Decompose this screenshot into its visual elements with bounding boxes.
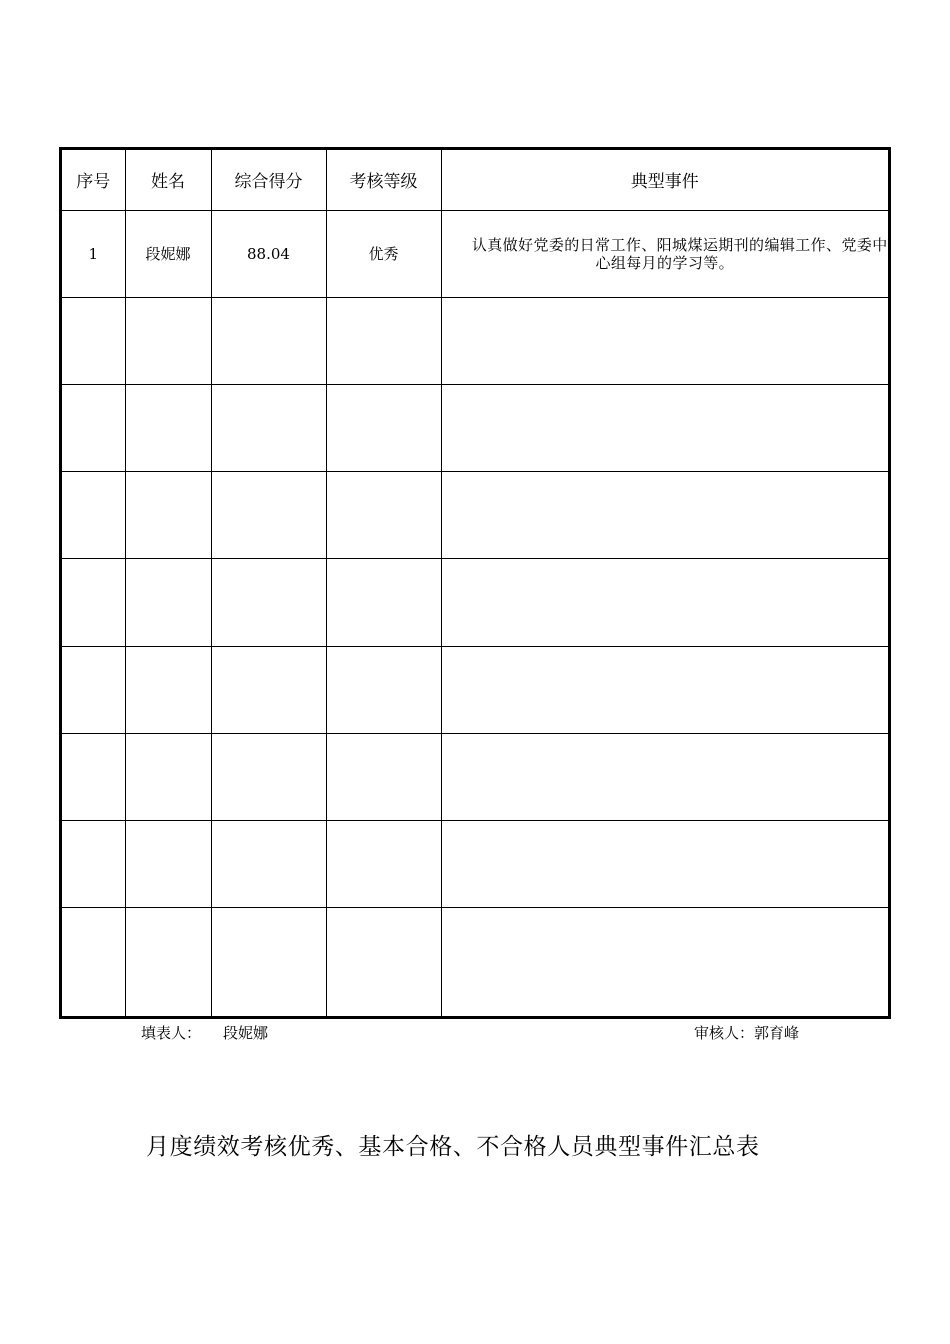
cell-event	[441, 820, 888, 907]
cell-name	[125, 472, 211, 559]
header-index: 序号	[62, 150, 125, 210]
event-text: 认真做好党委的日常工作、阳城煤运期刊的编辑工作、党委中心组每月的学习等。	[471, 235, 888, 272]
cell-grade	[326, 733, 441, 820]
cell-event	[441, 908, 888, 1016]
cell-score	[211, 908, 326, 1016]
cell-score	[211, 733, 326, 820]
cell-score	[211, 646, 326, 733]
cell-event	[441, 559, 888, 646]
table-row	[62, 559, 888, 646]
document-title: 月度绩效考核优秀、基本合格、不合格人员典型事件汇总表	[146, 1134, 760, 1160]
header-grade: 考核等级	[326, 150, 441, 210]
cell-event	[441, 472, 888, 559]
cell-score	[211, 559, 326, 646]
header-score: 综合得分	[211, 150, 326, 210]
table-row	[62, 820, 888, 907]
cell-name	[125, 297, 211, 384]
filler-name: 段妮娜	[223, 1024, 269, 1042]
cell-score	[211, 472, 326, 559]
cell-index	[62, 820, 125, 907]
filler-label: 填表人：	[141, 1024, 202, 1042]
cell-index	[62, 559, 125, 646]
cell-score: 88.04	[211, 210, 326, 297]
table-row	[62, 733, 888, 820]
cell-name: 段妮娜	[125, 210, 211, 297]
cell-grade	[326, 820, 441, 907]
cell-name	[125, 733, 211, 820]
cell-grade	[326, 646, 441, 733]
cell-score	[211, 385, 326, 472]
header-name: 姓名	[125, 150, 211, 210]
cell-name	[125, 646, 211, 733]
cell-name	[125, 385, 211, 472]
cell-score	[211, 820, 326, 907]
summary-table-frame	[59, 147, 891, 1019]
cell-event	[441, 297, 888, 384]
cell-score	[211, 297, 326, 384]
table-row	[62, 385, 888, 472]
cell-event	[441, 646, 888, 733]
cell-event	[441, 733, 888, 820]
cell-name	[125, 908, 211, 1016]
cell-index: 1	[62, 210, 125, 297]
cell-event	[441, 385, 888, 472]
cell-index	[62, 385, 125, 472]
filler-signature	[141, 1022, 268, 1043]
cell-name	[125, 559, 211, 646]
cell-name	[125, 820, 211, 907]
cell-grade: 优秀	[326, 210, 441, 297]
reviewer-signature: 审核人：郭育峰	[694, 1024, 800, 1042]
table-row	[62, 210, 888, 297]
table-row	[62, 472, 888, 559]
cell-index	[62, 472, 125, 559]
header-event: 典型事件	[441, 150, 888, 210]
cell-event	[441, 210, 888, 297]
cell-grade	[326, 297, 441, 384]
cell-index	[62, 297, 125, 384]
table-row	[62, 908, 888, 1016]
table-row	[62, 297, 888, 384]
cell-index	[62, 908, 125, 1016]
cell-grade	[326, 908, 441, 1016]
cell-grade	[326, 472, 441, 559]
cell-index	[62, 646, 125, 733]
cell-grade	[326, 385, 441, 472]
summary-table	[62, 150, 888, 1016]
table-row	[62, 646, 888, 733]
table-header-row	[62, 150, 888, 210]
cell-grade	[326, 559, 441, 646]
cell-index	[62, 733, 125, 820]
